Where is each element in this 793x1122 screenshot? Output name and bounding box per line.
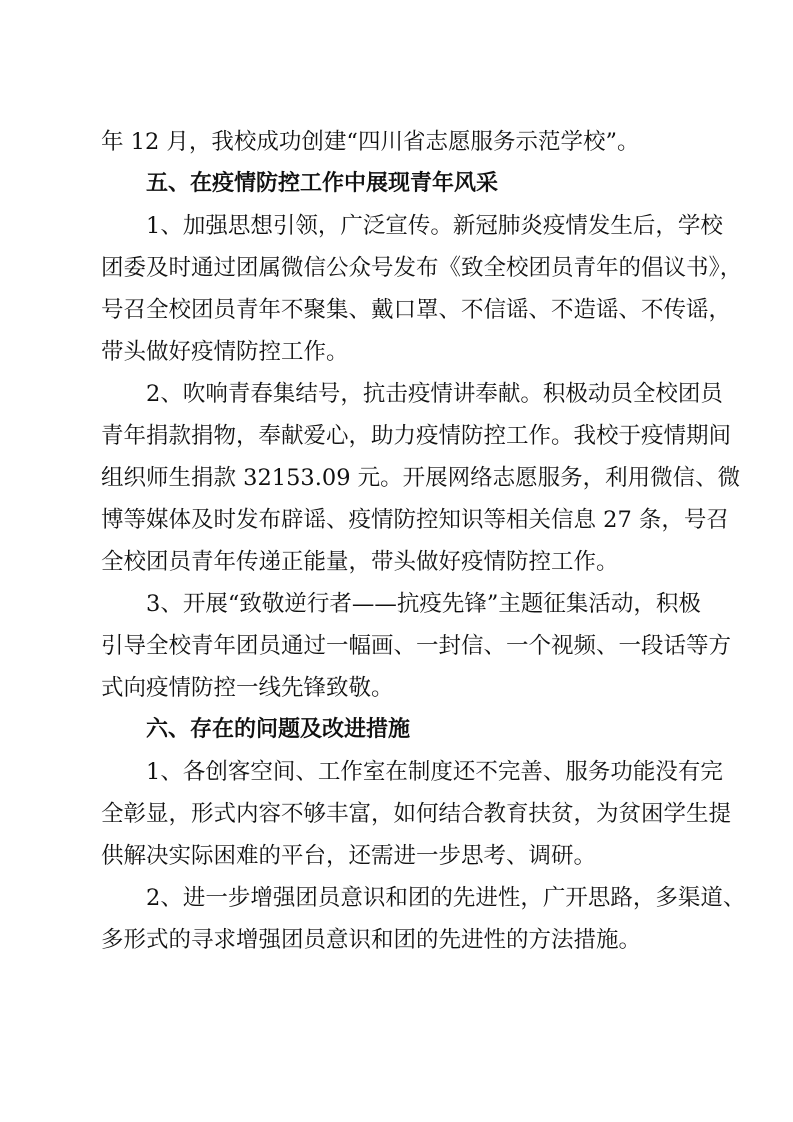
line-text: 2、吹响青春集结号，抗击疫情讲奉献。积极动员全校团员 — [146, 381, 723, 407]
line-text: 1、加强思想引领，广泛宣传。新冠肺炎疫情发生后，学校 — [146, 213, 723, 239]
line-text: 3、开展“致敬逆行者——抗疫先锋”主题征集活动，积极 — [146, 591, 701, 617]
body-line — [0, 757, 793, 787]
line-text: 组织师生捐款 32153.09 元。开展网络志愿服务，利用微信、微 — [101, 465, 741, 491]
line-text: 青年捐款捐物，奉献爱心，助力疫情防控工作。我校于疫情期间 — [101, 423, 732, 449]
line-text: 2、进一步增强团员意识和团的先进性，广开思路，多渠道、 — [146, 885, 746, 911]
line-text: 号召全校团员青年不聚集、戴口罩、不信谣、不造谣、不传谣， — [101, 297, 732, 323]
body-line — [0, 253, 793, 283]
heading-text: 六、存在的问题及改进措施 — [146, 717, 411, 742]
line-text: 多形式的寻求增强团员意识和团的先进性的方法措施。 — [101, 927, 642, 953]
body-line — [0, 547, 793, 577]
line-text: 团委及时通过团属微信公众号发布《致全校团员青年的倡议书》， — [101, 255, 743, 281]
body-line — [0, 631, 793, 661]
body-line — [0, 841, 793, 871]
line-text: 博等媒体及时发布辟谣、疫情防控知识等相关信息 27 条，号召 — [101, 507, 729, 533]
body-line — [0, 463, 793, 493]
line-text: 1、各创客空间、工作室在制度还不完善、服务功能没有完 — [146, 759, 723, 785]
line-text: 供解决实际困难的平台，还需进一步思考、调研。 — [101, 843, 597, 869]
line-text: 全校团员青年传递正能量，带头做好疫情防控工作。 — [101, 549, 619, 575]
body-line — [0, 589, 793, 619]
body-line — [0, 211, 793, 241]
line-text: 全彰显，形式内容不够丰富，如何结合教育扶贫，为贫困学生提 — [101, 801, 732, 827]
line-text: 式向疫情防控一线先锋致敬。 — [101, 675, 394, 701]
body-line — [0, 673, 793, 703]
line-text: 带头做好疫情防控工作。 — [101, 339, 349, 365]
body-line — [0, 883, 793, 913]
body-line — [0, 127, 793, 157]
section-heading — [0, 169, 793, 199]
body-line — [0, 337, 793, 367]
line-text: 引导全校青年团员通过一幅画、一封信、一个视频、一段话等方 — [101, 633, 732, 659]
body-line — [0, 799, 793, 829]
line-text: 年 12 月，我校成功创建“四川省志愿服务示范学校”。 — [101, 129, 640, 155]
body-line — [0, 421, 793, 451]
heading-text: 五、在疫情防控工作中展现青年风采 — [146, 171, 499, 196]
body-line — [0, 379, 793, 409]
body-line — [0, 295, 793, 325]
body-line — [0, 925, 793, 955]
body-line — [0, 505, 793, 535]
section-heading — [0, 715, 793, 745]
